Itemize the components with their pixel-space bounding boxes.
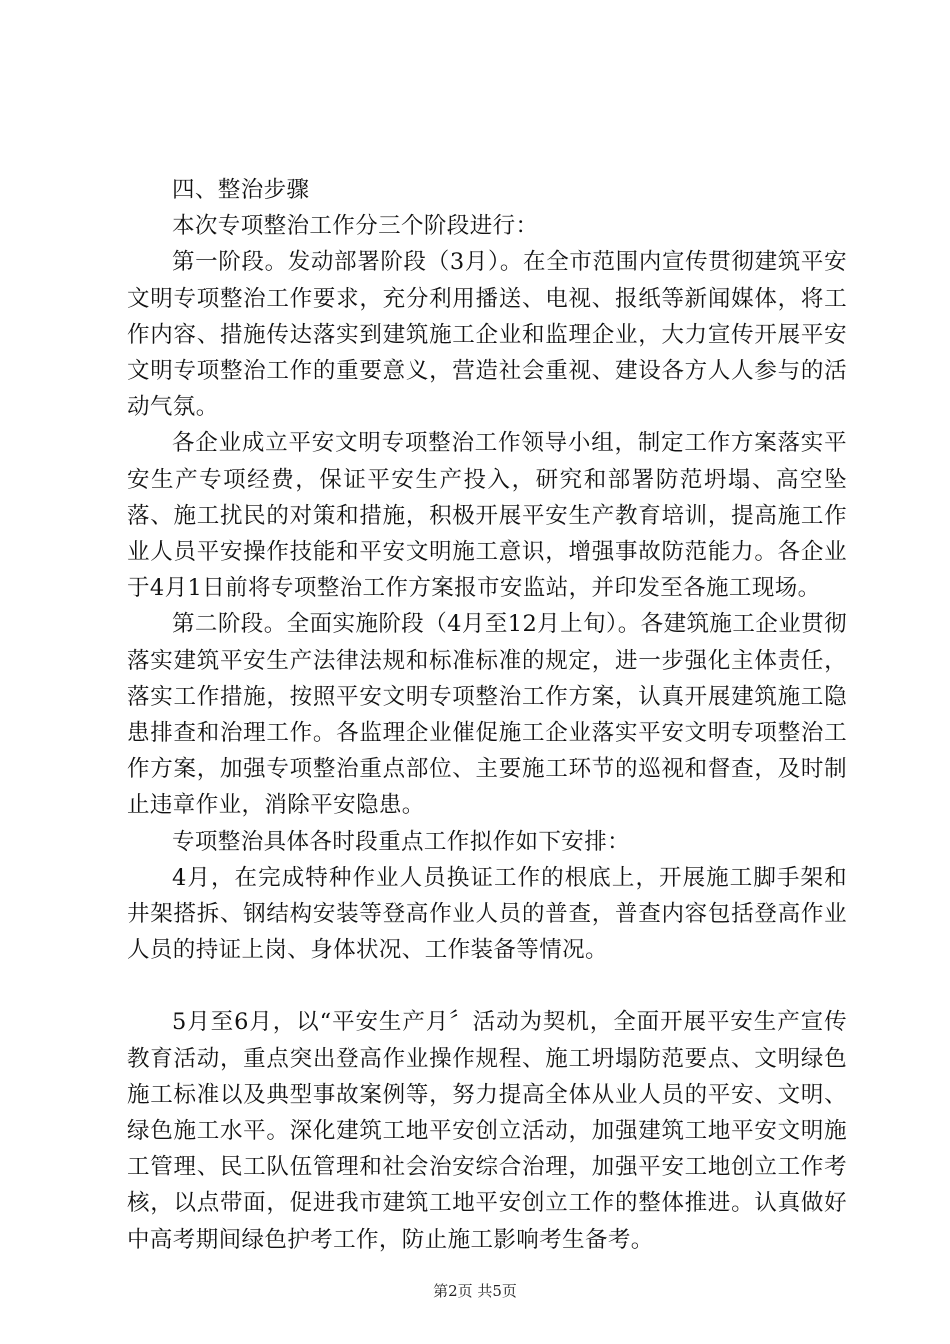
paragraph-phase-one: 第一阶段。发动部署阶段（3月）。在全市范围内宣传贯彻建筑平安文明专项整治工作要求，充分利用播送、电视、报纸等新闻媒体，将工作内容、措施传达落实到建筑施工企业和监理企业，大力宣传开展平安文明专项整治工作的重要意义，营造社会重视、建设各方人人参与的活动气氛。 (127, 249, 847, 421)
section-heading: 四、整治步骤 (172, 177, 310, 203)
paragraph-phase-two: 第二阶段。全面实施阶段（4月至12月上旬）。各建筑施工企业贯彻落实建筑平安生产法律法规和标准标准的规定，进一步强化主体责任，落实工作措施，按照平安文明专项整治工作方案，认真开展建筑施工隐患排查和治理工作。各监理企业催促施工企业落实平安文明专项整治工作方案，加强专项整治重点部位、主要施工环节的巡视和督查，及时制止违章作业，消除平安隐患。 (127, 611, 847, 819)
paragraph-intro: 本次专项整治工作分三个阶段进行： (172, 213, 539, 240)
document-body (127, 172, 847, 1258)
paragraph-schedule-intro: 专项整治具体各时段重点工作拟作如下安排： (172, 828, 631, 855)
paragraph-gap (127, 968, 847, 1004)
paragraph-may-june: 5月至6月，以“平安生产月〞活动为契机，全面开展平安生产宣传教育活动，重点突出登高作业操作规程、施工坍塌防范要点、文明绿色施工标准以及典型事故案例等，努力提高全体从业人员的平安、文明、绿色施工水平。深化建筑工地平安创立活动，加强建筑工地平安文明施工管理、民工队伍管理和社会治安综合治理，加强平安工地创立工作考核，以点带面，促进我市建筑工地平安创立工作的整体推进。认真做好中高考期间绿色护考工作，防止施工影响考生备考。 (127, 1009, 847, 1253)
paragraph-april: 4月，在完成特种作业人员换证工作的根底上，开展施工脚手架和井架搭拆、钢结构安装等登高作业人员的普查，普查内容包括登高作业人员的持证上岗、身体状况、工作装备等情况。 (127, 864, 847, 964)
page-number-footer: 第2页 共5页 (433, 1282, 517, 1300)
paragraph-enterprise-tasks: 各企业成立平安文明专项整治工作领导小组，制定工作方案落实平安生产专项经费，保证平安生产投入，研究和部署防范坍塌、高空坠落、施工扰民的对策和措施，积极开展平安生产教育培训，提高施工作业人员平安操作技能和平安文明施工意识，增强事故防范能力。各企业于4月1日前将专项整治工作方案报市安监站，并印发至各施工现场。 (127, 430, 847, 602)
